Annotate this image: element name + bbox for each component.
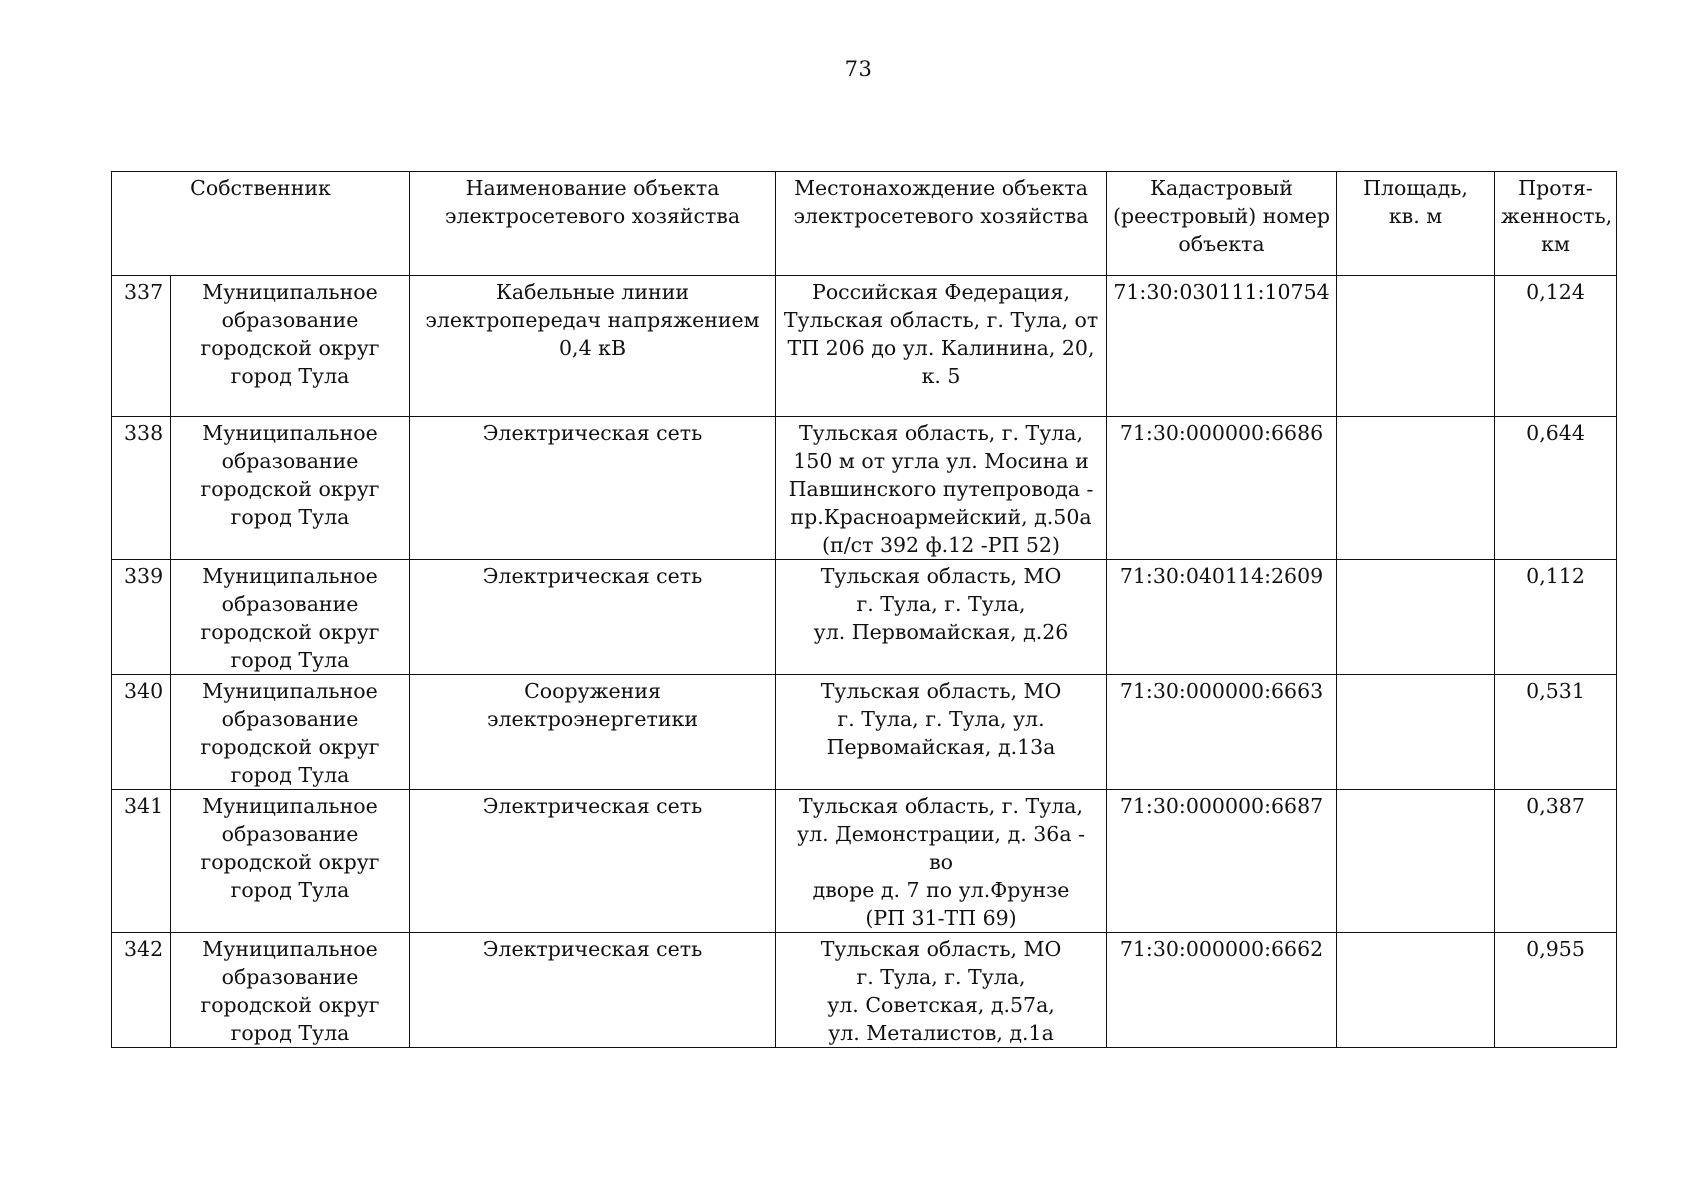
row-number: 341 [112,790,171,933]
location-cell: Тульская область, г. Тула, 150 м от угла ул. Мосина и Павшинского путепровода - пр.Красноармейский, д.50а (п/ст 392 ф.12 -РП 52) [776,417,1107,560]
cadastral-number-cell: 71:30:000000:6686 [1107,417,1337,560]
header-area: Площадь, кв. м [1337,172,1495,276]
length-cell: 0,531 [1495,675,1617,790]
area-cell [1337,560,1495,675]
location-cell: Тульская область, МО г. Тула, г. Тула, ул. Советская, д.57а, ул. Металистов, д.1а [776,933,1107,1048]
length-cell: 0,644 [1495,417,1617,560]
header-object-name: Наименование объекта электросетевого хозяйства [410,172,776,276]
location-cell: Российская Федерация, Тульская область, г. Тула, от ТП 206 до ул. Калинина, 20, к. 5 [776,276,1107,417]
header-row [112,172,1617,276]
row-number: 342 [112,933,171,1048]
owner-cell: Муниципальное образование городской округ город Тула [171,675,410,790]
table-row [112,933,1617,1048]
row-number: 337 [112,276,171,417]
row-number: 338 [112,417,171,560]
object-name-cell: Электрическая сеть [410,560,776,675]
cadastral-number-cell: 71:30:000000:6662 [1107,933,1337,1048]
object-name-cell: Электрическая сеть [410,790,776,933]
table-row [112,675,1617,790]
location-cell: Тульская область, г. Тула, ул. Демонстрации, д. 36а - во дворе д. 7 по ул.Фрунзе (РП 31-ТП 69) [776,790,1107,933]
cadastral-number-cell: 71:30:030111:10754 [1107,276,1337,417]
owner-cell: Муниципальное образование городской округ город Тула [171,276,410,417]
electric-grid-objects-table [111,171,1617,1048]
owner-cell: Муниципальное образование городской округ город Тула [171,560,410,675]
location-cell: Тульская область, МО г. Тула, г. Тула, ул. Первомайская, д.26 [776,560,1107,675]
row-number: 340 [112,675,171,790]
length-cell: 0,387 [1495,790,1617,933]
cadastral-number-cell: 71:30:000000:6663 [1107,675,1337,790]
cadastral-number-cell: 71:30:000000:6687 [1107,790,1337,933]
area-cell [1337,417,1495,560]
table-row [112,276,1617,417]
owner-cell: Муниципальное образование городской округ город Тула [171,933,410,1048]
owner-cell: Муниципальное образование городской округ город Тула [171,790,410,933]
header-owner: Собственник [112,172,410,276]
area-cell [1337,276,1495,417]
header-length: Протя- женность, км [1495,172,1617,276]
length-cell: 0,955 [1495,933,1617,1048]
object-name-cell: Сооружения электроэнергетики [410,675,776,790]
header-cadastral-number: Кадастровый (реестровый) номер объекта [1107,172,1337,276]
area-cell [1337,675,1495,790]
object-name-cell: Электрическая сеть [410,933,776,1048]
object-name-cell: Электрическая сеть [410,417,776,560]
header-location: Местонахождение объекта электросетевого хозяйства [776,172,1107,276]
table-row [112,417,1617,560]
row-number: 339 [112,560,171,675]
page-number: 73 [844,57,873,81]
object-name-cell: Кабельные линии электропередач напряжением 0,4 кВ [410,276,776,417]
cadastral-number-cell: 71:30:040114:2609 [1107,560,1337,675]
table-row [112,790,1617,933]
area-cell [1337,933,1495,1048]
location-cell: Тульская область, МО г. Тула, г. Тула, ул. Первомайская, д.13а [776,675,1107,790]
owner-cell: Муниципальное образование городской округ город Тула [171,417,410,560]
area-cell [1337,790,1495,933]
length-cell: 0,112 [1495,560,1617,675]
table-row [112,560,1617,675]
length-cell: 0,124 [1495,276,1617,417]
